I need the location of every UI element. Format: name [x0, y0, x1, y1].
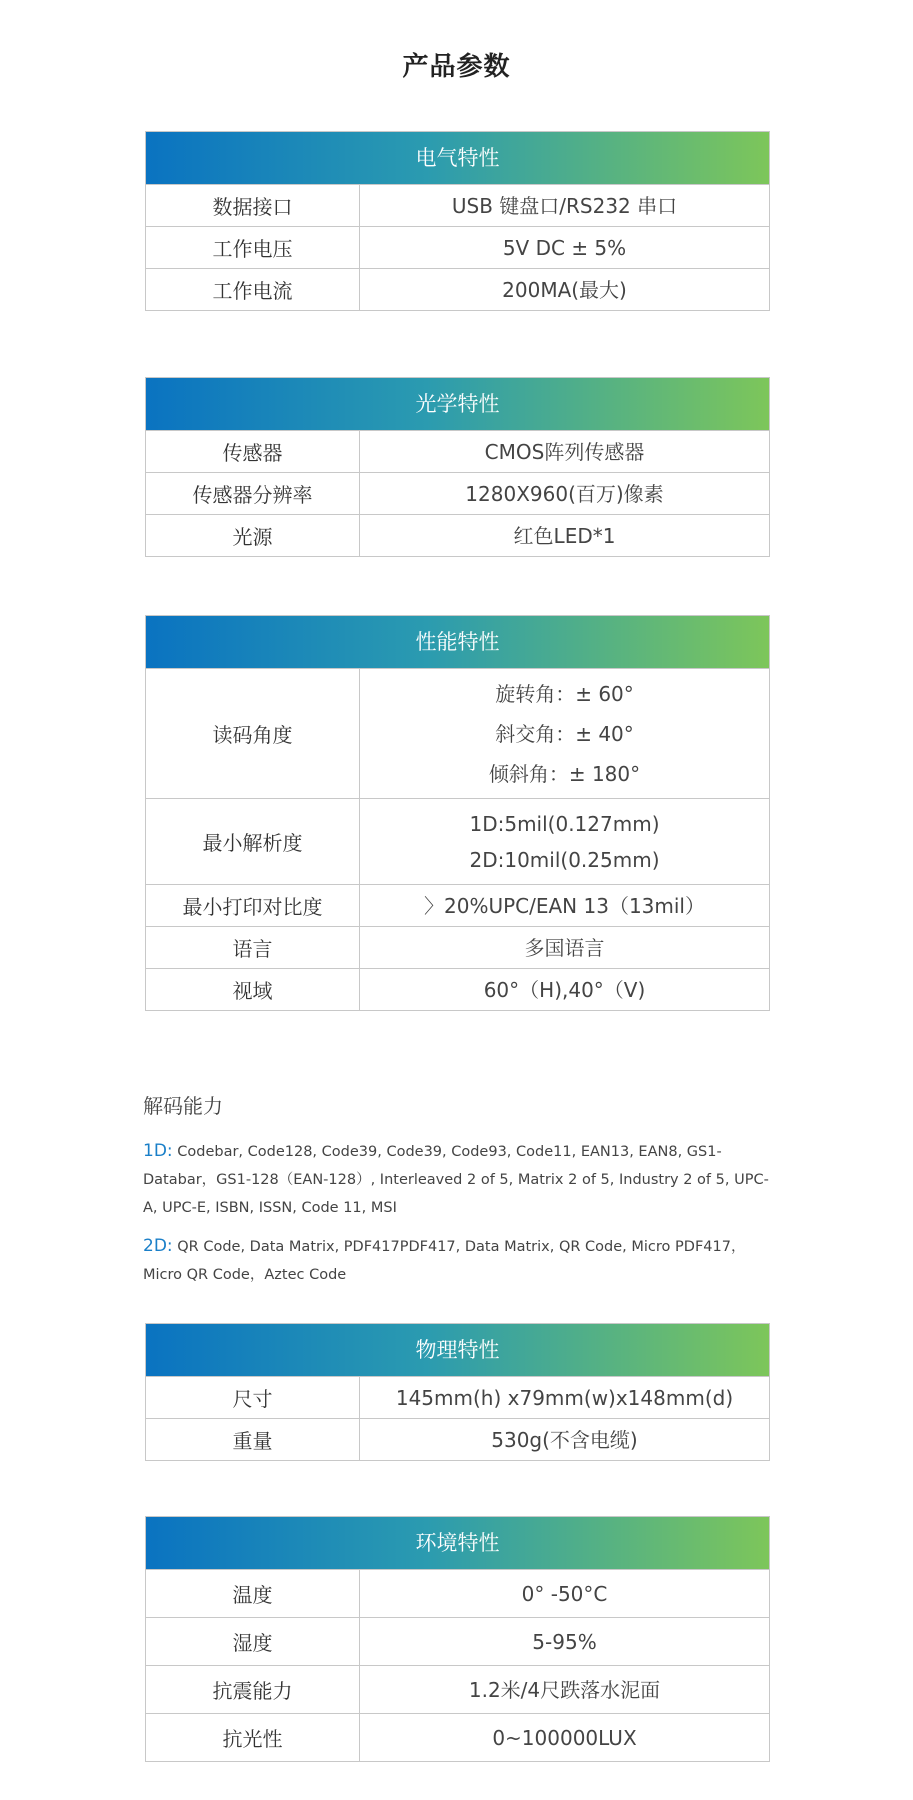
spec-value-line: 530g(不含电缆) [491, 1427, 638, 1452]
spec-value-line: 1280X960(百万)像素 [465, 481, 664, 506]
spec-label: 最小解析度 [146, 799, 360, 884]
performance-spec-table [145, 615, 770, 1011]
spec-value [360, 185, 769, 226]
optical-table-header: 光学特性 [146, 378, 769, 430]
spec-value-line: 200MA(最大) [502, 277, 627, 302]
spec-value [360, 969, 769, 1010]
spec-value [360, 885, 769, 926]
spec-label: 数据接口 [146, 185, 360, 226]
spec-value-line: 2D:10mil(0.25mm) [469, 847, 660, 872]
optical-spec-table [145, 377, 770, 557]
decode-1d-text: Codebar, Code128, Code39, Code39, Code93, Code11, EAN13, EAN8, GS1-Databar，GS1-128（EAN-128）, Interleaved 2 of 5, Matrix 2 of 5, Industry 2 of 5, UPC-A, UPC-E, ISBN, ISSN, Code 11, MSI [143, 1144, 769, 1216]
spec-value-line: 1D:5mil(0.127mm) [469, 811, 660, 836]
spec-value-line: 0~100000LUX [492, 1725, 637, 1750]
decode-capability [143, 1090, 773, 1289]
spec-value-line: 60°（H),40°（V) [483, 977, 646, 1002]
spec-value-line: 〉20%UPC/EAN 13（13mil） [424, 893, 705, 918]
spec-value-line: USB 键盘口/RS232 串口 [451, 193, 678, 218]
spec-value [360, 927, 769, 968]
spec-value [360, 1714, 769, 1761]
table-row [146, 926, 769, 968]
spec-label: 温度 [146, 1570, 360, 1617]
environment-spec-table [145, 1516, 770, 1762]
table-row [146, 514, 769, 556]
spec-value-line: 斜交角：± 40° [495, 721, 634, 746]
spec-label: 尺寸 [146, 1377, 360, 1418]
physical-spec-table [145, 1323, 770, 1461]
table-row [146, 1713, 769, 1761]
spec-value-line: 红色LED*1 [513, 523, 616, 548]
decode-2d-prefix: 2D: [143, 1236, 173, 1256]
table-row [146, 1569, 769, 1617]
decode-title: 解码能力 [143, 1094, 223, 1118]
spec-value-line: 旋转角：± 60° [495, 681, 634, 706]
spec-value [360, 1666, 769, 1713]
spec-label: 湿度 [146, 1618, 360, 1665]
spec-value [360, 227, 769, 268]
table-row [146, 798, 769, 884]
table-row [146, 968, 769, 1010]
spec-value [360, 431, 769, 472]
spec-label: 传感器分辨率 [146, 473, 360, 514]
table-row [146, 1665, 769, 1713]
table-row [146, 472, 769, 514]
spec-value-line: CMOS阵列传感器 [484, 439, 645, 464]
spec-label: 光源 [146, 515, 360, 556]
spec-label: 读码角度 [146, 669, 360, 798]
table-row [146, 668, 769, 798]
spec-value-line: 多国语言 [524, 935, 605, 960]
performance-table-header: 性能特性 [146, 616, 769, 668]
spec-value [360, 799, 769, 884]
table-row [146, 1418, 769, 1460]
spec-value [360, 473, 769, 514]
spec-label: 抗光性 [146, 1714, 360, 1761]
decode-1d-paragraph [143, 1137, 773, 1222]
decode-2d-text: QR Code, Data Matrix, PDF417PDF417, Data Matrix, QR Code, Micro PDF417，Micro QR Code，Aztec Code [143, 1239, 746, 1283]
decode-1d-prefix: 1D: [143, 1141, 173, 1161]
spec-label: 工作电压 [146, 227, 360, 268]
decode-2d-paragraph [143, 1232, 773, 1289]
table-row [146, 1376, 769, 1418]
table-row [146, 268, 769, 310]
electrical-spec-table [145, 131, 770, 311]
spec-value [360, 1618, 769, 1665]
table-row [146, 1617, 769, 1665]
spec-label: 重量 [146, 1419, 360, 1460]
spec-label: 视域 [146, 969, 360, 1010]
table-row [146, 884, 769, 926]
physical-table-header: 物理特性 [146, 1324, 769, 1376]
spec-value [360, 669, 769, 798]
spec-value-line: 5-95% [532, 1629, 597, 1654]
spec-value-line: 145mm(h) x79mm(w)x148mm(d) [395, 1385, 734, 1410]
spec-value [360, 269, 769, 310]
spec-value [360, 515, 769, 556]
spec-value [360, 1419, 769, 1460]
spec-value-line: 0° -50°C [521, 1581, 608, 1606]
electrical-table-header: 电气特性 [146, 132, 769, 184]
spec-label: 抗震能力 [146, 1666, 360, 1713]
spec-value-line: 5V DC ± 5% [502, 235, 627, 260]
table-row [146, 430, 769, 472]
spec-value [360, 1377, 769, 1418]
spec-value-line: 1.2米/4尺跌落水泥面 [468, 1677, 661, 1702]
spec-label: 传感器 [146, 431, 360, 472]
spec-label: 最小打印对比度 [146, 885, 360, 926]
table-row [146, 184, 769, 226]
table-row [146, 226, 769, 268]
spec-label: 工作电流 [146, 269, 360, 310]
spec-label: 语言 [146, 927, 360, 968]
page-title: 产品参数 [402, 52, 511, 82]
spec-value [360, 1570, 769, 1617]
spec-value-line: 倾斜角：± 180° [488, 761, 641, 786]
environment-table-header: 环境特性 [146, 1517, 769, 1569]
